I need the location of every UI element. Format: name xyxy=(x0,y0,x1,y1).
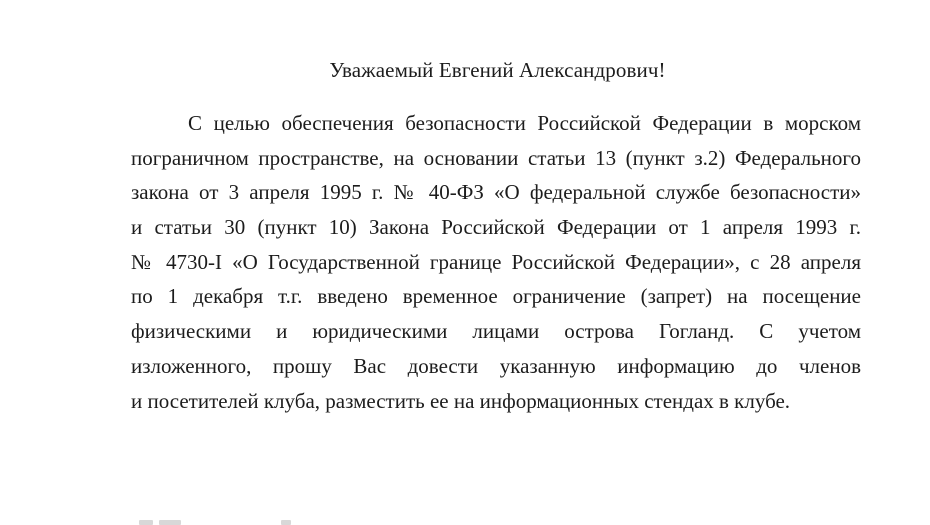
cropped-glyph xyxy=(139,520,153,525)
body-line-2: пограничном пространстве, на основании статьи 13 (пункт з.2) Федерального xyxy=(131,145,861,170)
salutation: Уважаемый Евгений Александрович! xyxy=(329,58,666,82)
body-line-3: закона от 3 апреля 1995 г. № 40-ФЗ «О федеральной службе безопасности» xyxy=(131,180,861,205)
body-line-1: С целью обеспечения безопасности Российской Федерации в морском xyxy=(188,111,861,135)
body-line-7: физическими и юридическими лицами острова Гогланд. С учетом xyxy=(131,319,861,344)
body-line-5: № 4730-I «О Государственной границе Российской Федерации», с 28 апреля xyxy=(131,249,861,274)
cropped-glyph xyxy=(159,520,181,525)
body-line-8: изложенного, прошу Вас довести указанную информацию до членов xyxy=(131,353,861,378)
cropped-glyph xyxy=(281,520,291,525)
letter-body xyxy=(131,106,861,418)
body-line-9: и посетителей клуба, разместить ее на информационных стендах в клубе. xyxy=(131,388,791,413)
body-line-4: и статьи 30 (пункт 10) Закона Российской Федерации от 1 апреля 1993 г. xyxy=(131,215,861,240)
cropped-text-fragment xyxy=(131,516,331,525)
body-line-6: по 1 декабря т.г. введено временное ограничение (запрет) на посещение xyxy=(131,284,861,309)
